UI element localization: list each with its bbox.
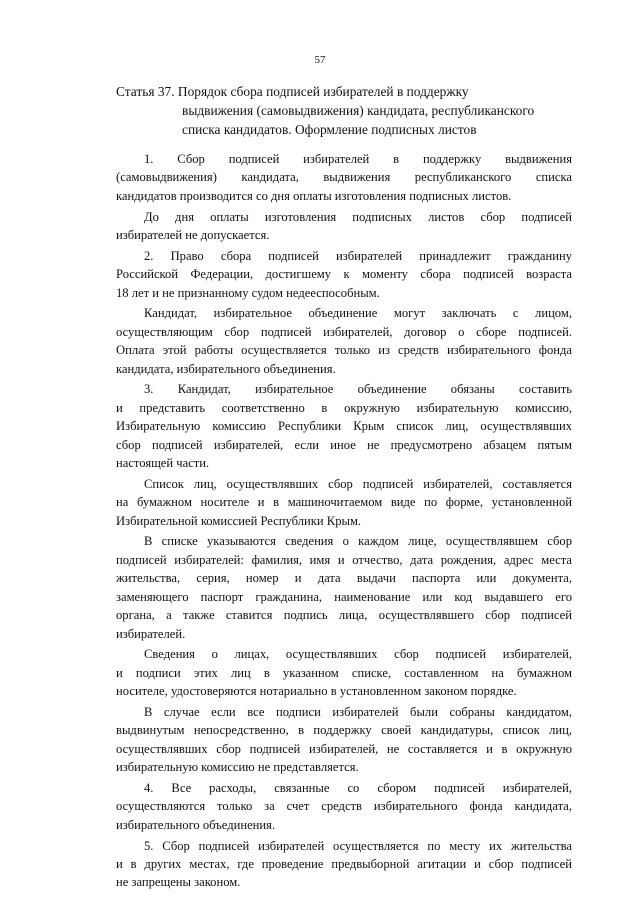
- paragraph-line: осуществляются только за счет средств избирательного фонда кандидата,: [116, 799, 572, 814]
- paragraph-line: кандидатов производится со дня оплаты изготовления подписных листов.: [116, 188, 512, 203]
- paragraph-line: осуществляющим сбор подписей избирателей, договор о сборе подписей.: [116, 324, 572, 339]
- paragraph-line: Список лиц, осуществлявших сбор подписей избирателей, составляется: [144, 476, 572, 491]
- paragraph: [116, 475, 572, 530]
- paragraph-line: 4. Все расходы, связанные со сбором подписей избирателей,: [144, 780, 572, 795]
- page-number: 57: [314, 54, 326, 66]
- paragraph: [116, 208, 572, 245]
- paragraph-line: и представить соответственно в окружную избирательную комиссию,: [116, 400, 572, 415]
- paragraph-line: подписей избирателей: фамилия, имя и отчество, дата рождения, адрес места: [116, 552, 572, 567]
- paragraph: [116, 645, 572, 700]
- paragraph-line: носителе, удостоверяются нотариально в установленном законом порядке.: [116, 684, 517, 699]
- paragraph-line: Кандидат, избирательное объединение могут заключать с лицом,: [144, 306, 572, 321]
- paragraph: [116, 247, 572, 302]
- paragraph-line: сбор подписей избирателей, если иное не предусмотрено абзацем пятым: [116, 437, 572, 452]
- paragraph-line: 2. Право сбора подписей избирателей принадлежит гражданину: [144, 248, 572, 263]
- paragraph-line: До дня оплаты изготовления подписных листов сбор подписей: [144, 209, 572, 224]
- paragraph: [116, 532, 572, 642]
- paragraph-line: и подписи этих лиц в указанном списке, составленном на бумажном: [116, 665, 572, 680]
- paragraph-line: Сведения о лицах, осуществлявших сбор подписей избирателей,: [144, 647, 572, 662]
- paragraph-line: 5. Сбор подписей избирателей осуществляется по месту их жительства: [144, 838, 572, 853]
- paragraph-line: жительства, серия, номер и дата выдачи паспорта или документа,: [116, 571, 572, 586]
- paragraph-line: и в других местах, где проведение предвыборной агитации и сбор подписей: [116, 856, 572, 871]
- paragraph-line: В случае если все подписи избирателей были собраны кандидатом,: [144, 704, 572, 719]
- article-heading-line: Статья 37. Порядок сбора подписей избирателей в поддержку: [116, 84, 469, 99]
- article-body: [116, 150, 572, 892]
- paragraph: [116, 703, 572, 777]
- paragraph-line: Российской Федерации, достигшему к моменту сбора подписей возраста: [116, 267, 572, 282]
- paragraph: [116, 837, 572, 892]
- paragraph-line: органа, а также ставится подпись лица, осуществлявшего сбор подписей: [116, 608, 572, 623]
- article-heading-line: списка кандидатов. Оформление подписных листов: [182, 122, 477, 137]
- paragraph-line: осуществлявших сбор подписей избирателей, не составляется и в окружную: [116, 741, 572, 756]
- paragraph-line: избирательную комиссию не представляется.: [116, 760, 359, 775]
- paragraph-line: избирателей не допускается.: [116, 228, 270, 243]
- paragraph: [116, 150, 572, 205]
- paragraph-line: (самовыдвижения) кандидата, выдвижения республиканского списка: [116, 170, 572, 185]
- paragraph-line: не запрещены законом.: [116, 875, 241, 890]
- paragraph-line: 18 лет и не признанному судом недееспособным.: [116, 285, 380, 300]
- paragraph-line: кандидата, избирательного объединения.: [116, 361, 336, 376]
- paragraph-line: 1. Сбор подписей избирателей в поддержку выдвижения: [144, 152, 572, 166]
- paragraph-line: Избирательной комиссией Республики Крым.: [116, 513, 362, 528]
- paragraph-line: Оплата этой работы осуществляется только из средств избирательного фонда: [116, 343, 572, 358]
- paragraph-line: заменяющего паспорт гражданина, наименование или код выдавшего его: [116, 589, 572, 604]
- paragraph-line: Избирательную комиссию Республики Крым список лиц, осуществлявших: [116, 419, 572, 434]
- paragraph-line: выдвинутым непосредственно, в поддержку своей кандидатуры, список лиц,: [116, 723, 572, 738]
- paragraph: [116, 380, 572, 472]
- article-heading: [116, 82, 576, 139]
- paragraph-line: настоящей части.: [116, 456, 210, 471]
- paragraph-line: на бумажном носителе и в машиночитаемом виде по форме, установленной: [116, 495, 572, 510]
- paragraph-line: 3. Кандидат, избирательное объединение обязаны составить: [144, 382, 572, 397]
- paragraph-line: избирательного объединения.: [116, 817, 276, 832]
- article-heading-line: выдвижения (самовыдвижения) кандидата, республиканского: [182, 103, 535, 118]
- paragraph-line: избирателей.: [116, 626, 186, 641]
- paragraph: [116, 304, 572, 378]
- paragraph: [116, 779, 572, 834]
- paragraph-line: В списке указываются сведения о каждом лице, осуществлявшем сбор: [144, 534, 572, 549]
